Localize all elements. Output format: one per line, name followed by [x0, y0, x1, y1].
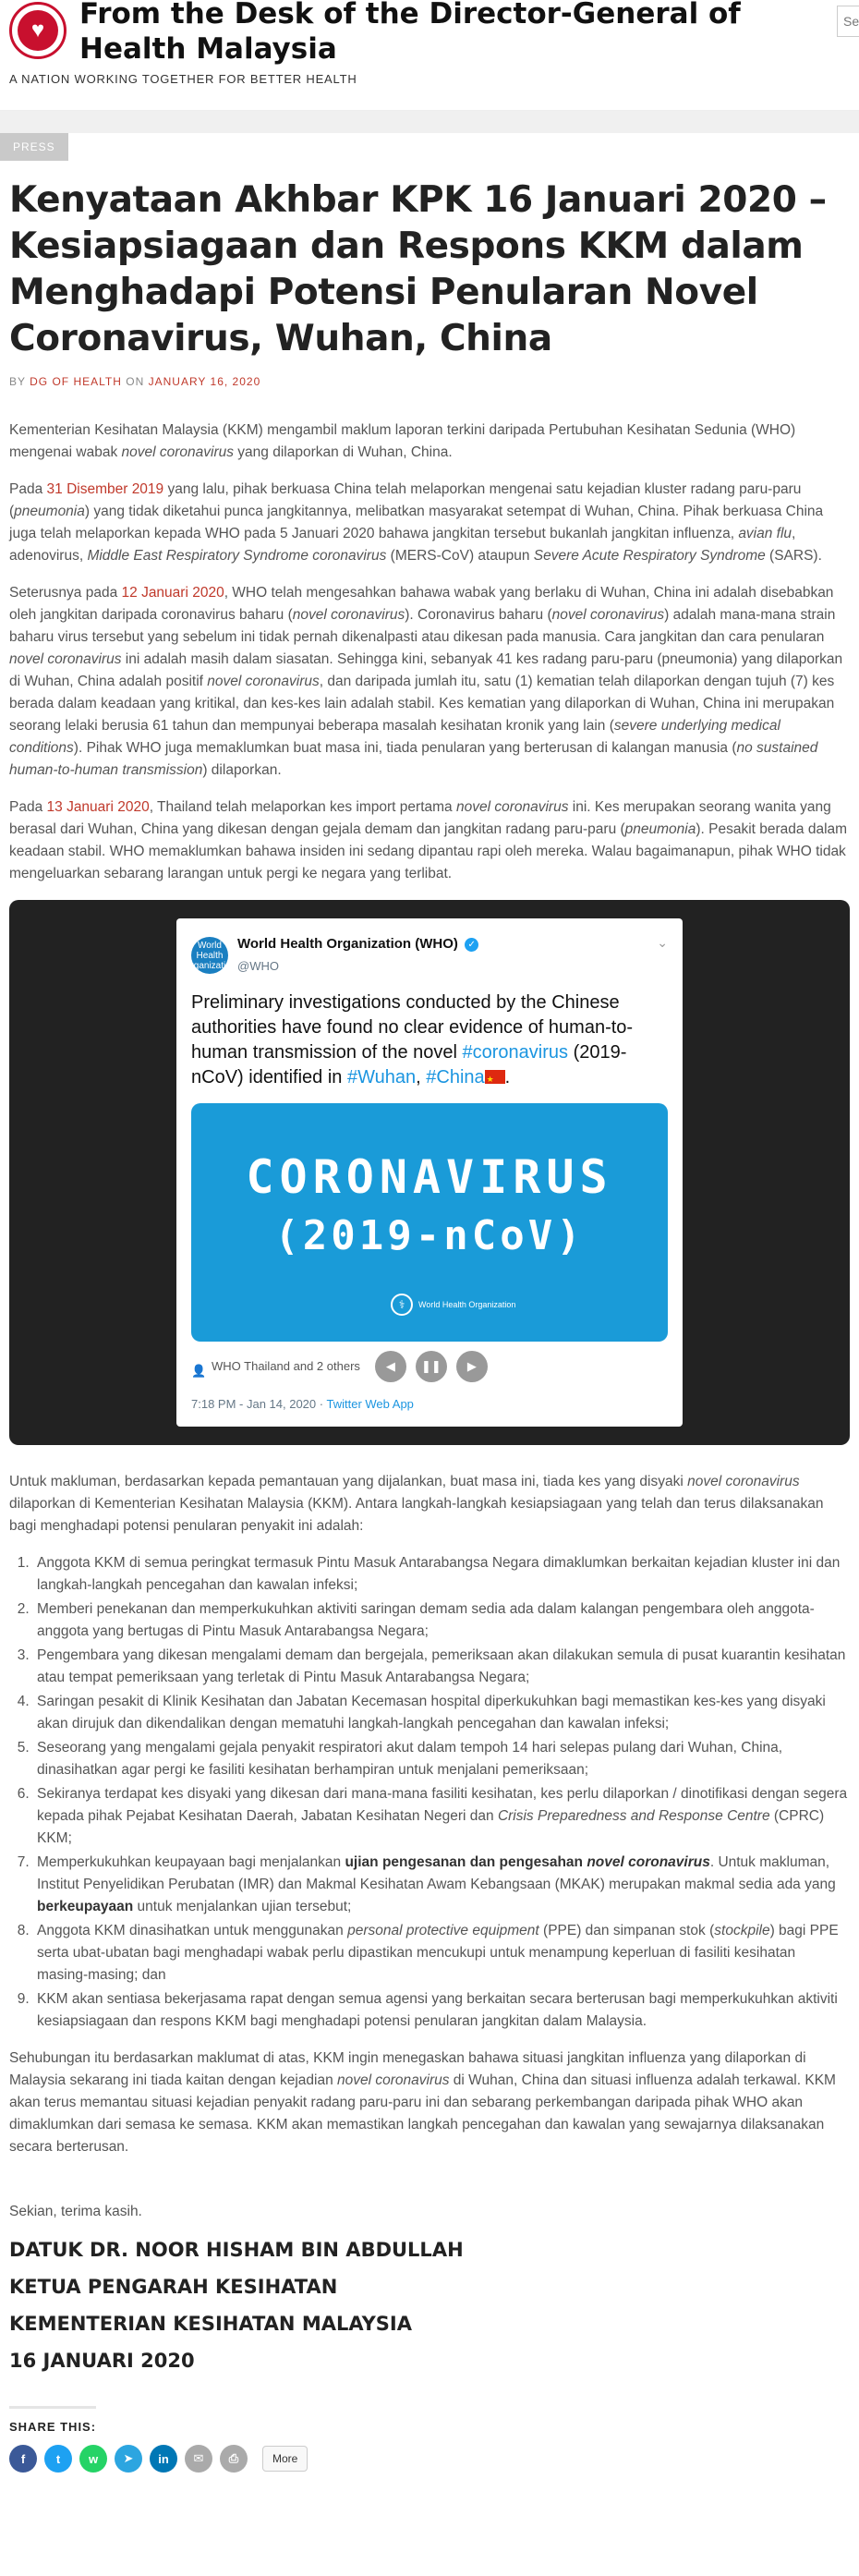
tweet-text-part: (2019-nCoV) identified in: [191, 1042, 627, 1088]
author-link[interactable]: DG OF HEALTH: [30, 375, 122, 388]
byline: [9, 375, 850, 388]
more-share-label: More: [272, 2452, 298, 2465]
share-buttons: [9, 2445, 850, 2473]
tweet-header: [183, 933, 668, 978]
linkedin-icon[interactable]: in: [150, 2445, 177, 2473]
content-gap: [0, 111, 859, 133]
site-title[interactable]: From the Desk of the Director-General of Health Malaysia: [79, 0, 741, 66]
media-logo-text: World Health Organization: [418, 1300, 516, 1309]
article: [0, 133, 859, 2473]
hashtag-wuhan[interactable]: #Wuhan: [346, 1067, 417, 1088]
list-item: 1. Anggota KKM di semua peringkat termasuk Pintu Masuk Antarabangsa Negara dimaklumkan berkaitan kejadian kluster ini dan langkah-langkah pencegahan dan kawalan infeksi;: [33, 1552, 850, 1597]
signature-block: [9, 2238, 850, 2373]
chevron-down-icon[interactable]: ⌄: [657, 935, 668, 950]
article-title: Kenyataan Akhbar KPK 16 Januari 2020 – Kesiapsiagaan dan Respons KKM dalam Menghadapi Potensi Penularan Novel Coronavirus, Wuhan, China: [9, 179, 827, 359]
search-input[interactable]: Se: [837, 6, 859, 37]
tweet-media-image[interactable]: [191, 1103, 668, 1342]
tweet-author: [237, 933, 478, 978]
byline-by: BY: [9, 375, 26, 388]
tweet-people[interactable]: [191, 1355, 360, 1378]
media-controls: [375, 1351, 497, 1382]
signature-ministry: KEMENTERIAN KESIHATAN MALAYSIA: [9, 2313, 412, 2335]
list-item: 3. Pengembara yang dikesan mengalami demam dan bergejala, pemeriksaan akan dilakukan semula di pusat kuarantin kesihatan atau tempat pemeriksaan yang terletak di Pintu Masuk Antarabangsa Negara;: [33, 1645, 850, 1689]
closing-text: Sekian, terima kasih.: [9, 2204, 142, 2219]
media-title: CORONAVIRUS: [246, 1150, 613, 1204]
paragraph: Kementerian Kesihatan Malaysia (KKM) mengambil maklum laporan terkini daripada Pertubuhan Kesihatan Sedunia (WHO) mengenai wabak novel coronavirus yang dilaporkan di Wuhan, China.: [9, 422, 796, 460]
twitter-icon[interactable]: t: [44, 2445, 72, 2473]
tweet-separator: ·: [316, 1397, 327, 1411]
whatsapp-icon[interactable]: w: [79, 2445, 107, 2473]
more-share-button[interactable]: [262, 2446, 308, 2472]
person-icon: 👤: [191, 1364, 207, 1378]
list-item: 8. Anggota KKM dinasihatkan untuk menggunakan personal protective equipment (PPE) dan simpanan stok (stockpile) bagi PPE serta ubat-ubatan bagi menghadapi wabak perlu dipastikan mencukupi untuk menampung keperluan di fasiliti kesihatan masing-masing; dan: [33, 1920, 850, 1987]
paragraph: Pada 13 Januari 2020, Thailand telah melaporkan kes import pertama novel coronavirus ini. Kes merupakan seorang wanita yang berasal dari Wuhan, China yang dikesan dengan gejala demam dan jangkitan radang paru-paru (pneumonia). Pesakit berada dalam keadaan stabil. WHO memaklumkan bahawa insiden ini sedang dipantau rapi oleh mereka. Walau bagaimanapun, pihak WHO tidak mengeluarkan sebarang larangan untuk pergi ke negara yang terlibat.: [9, 799, 848, 881]
print-icon[interactable]: ⎙: [220, 2445, 248, 2473]
who-emblem-icon: ⚕: [391, 1294, 413, 1316]
tweet-source-link[interactable]: Twitter Web App: [326, 1397, 414, 1411]
next-button[interactable]: ▶: [456, 1351, 488, 1382]
tweet-text-part: Preliminary investigations conducted by the Chinese authorities have found no clear evidence of human-to-human transmission of the novel: [191, 992, 634, 1063]
site-tagline: A NATION WORKING TOGETHER FOR BETTER HEALTH: [9, 72, 357, 86]
tweet-text-part: .: [504, 1067, 511, 1088]
list-item: 5. Seseorang yang mengalami gejala penyakit respiratori akut dalam tempoh 14 hari selepas pulang dari Wuhan, China, dinasihatkan agar pergi ke fasiliti kesihatan berhampiran untuk menjalani pemeriksaan;: [33, 1737, 850, 1781]
list-item: 9. KKM akan sentiasa bekerjasama rapat dengan semua agensi yang berkaitan secara berterusan bagi memperkukuhkan aktiviti kesiapsiagaan dan respons KKM bagi menghadapi potensi penularan jangkitan dalam Malaysia.: [33, 1988, 850, 2033]
tweet-text: [191, 990, 668, 1090]
article-body: [9, 419, 850, 2223]
tweet-footer: [191, 1351, 668, 1382]
tweet-author-name[interactable]: World Health Organization (WHO): [237, 936, 458, 952]
paragraph: Pada 31 Disember 2019 yang lalu, pihak berkuasa China telah melaporkan mengenai satu kejadian kluster radang paru-paru (pneumonia) yang tidak diketahui punca jangkitannya, melibatkan masyarakat setempat di Wuhan, China. Pihak berkuasa China juga telah melaporkan kepada WHO pada 5 Januari 2020 bahawa jangkitan tersebut bukanlah jangkitan influenza, avian flu, adenovirus, Middle East Respiratory Syndrome coronavirus (MERS-CoV) ataupun Severe Acute Respiratory Syndrome (SARS).: [9, 481, 824, 564]
site-logo[interactable]: [9, 2, 67, 59]
hashtag-coronavirus[interactable]: #coronavirus: [462, 1042, 569, 1063]
date-link[interactable]: JANUARY 16, 2020: [148, 375, 261, 388]
heart-icon: ♥: [18, 10, 58, 51]
paragraph: Seterusnya pada 12 Januari 2020, WHO telah mengesahkan bahawa wabak yang berlaku di Wuhan, China ini adalah disebabkan oleh jangkitan daripada coronavirus baharu (novel coronavirus). Coronavirus baharu (novel coronavirus) adalah mana-mana strain baharu virus tersebut yang sebelum ini tidak pernah dikenalpasti atau dikesan pada manusia. Cara jangkitan dan cara penularan novel coronavirus ini adalah masih dalam siasatan. Sehingga kini, sebanyak 41 kes radang paru-paru (pneumonia) yang dilaporkan di Wuhan, China adalah positif novel coronavirus, dan daripada jumlah itu, satu (1) kematian telah dilaporkan dengan tujuh (7) kes berada dalam keadaan yang kritikal, dan kes-kes lain adalah stabil. Kes kematian yang dilaporkan di Wuhan, China ini merupakan seorang lelaki berusia 61 tahun dan mempunyai beberapa masalah kesihatan kronik yang lain (severe underlying medical conditions). Pihak WHO juga memaklumkan buat masa ini, tiada penularan yang berterusan di kalangan manusia (no sustained human-to-human transmission) dilaporkan.: [9, 585, 843, 778]
share-title: SHARE THIS:: [9, 2406, 96, 2434]
tweet-handle[interactable]: @WHO: [237, 959, 279, 973]
previous-button[interactable]: ◀: [375, 1351, 406, 1382]
hashtag-china[interactable]: #China: [426, 1067, 485, 1088]
paragraph: Untuk makluman, berdasarkan kepada pemantauan yang dijalankan, buat masa ini, tiada kes yang disyaki novel coronavirus dilaporkan di Kementerian Kesihatan Malaysia (KKM). Antara langkah-langkah kesiapsiagaan yang telah dan terus dilaksanakan bagi menghadapi potensi penularan penyakit ini adalah:: [9, 1474, 824, 1534]
signature-date: 16 JANUARI 2020: [9, 2350, 195, 2372]
verified-icon: ✓: [465, 938, 478, 952]
tweet-time[interactable]: 7:18 PM - Jan 14, 2020: [191, 1397, 317, 1411]
tweet-embed-frame: [9, 900, 850, 1445]
paragraph: Sehubungan itu berdasarkan maklumat di atas, KKM ingin menegaskan bahawa situasi jangkitan influenza yang dilaporkan di Malaysia sekarang ini tiada kaitan dengan kejadian novel coronavirus di Wuhan, China dan situasi influenza adalah terkawal. KKM akan terus memantau situasi kejadian penyakit radang paru-paru ini dan sebarang perkembangan daripada pihak WHO akan dimaklumkan dari semasa ke semasa. KKM akan memastikan langkah pencegahan dan kawalan yang sewajarnya dilaksanakan secara berterusan.: [9, 2050, 836, 2155]
signature-name: DATUK DR. NOOR HISHAM BIN ABDULLAH: [9, 2239, 464, 2261]
china-flag-icon: [485, 1070, 505, 1084]
preparedness-list: [33, 1552, 850, 2033]
email-icon[interactable]: ✉: [185, 2445, 212, 2473]
media-who-logo: [391, 1294, 515, 1316]
tweet-card[interactable]: [176, 918, 683, 1427]
tweet-text-part: ,: [416, 1067, 427, 1088]
signature-title: KETUA PENGARAH KESIHATAN: [9, 2276, 338, 2298]
category-badge[interactable]: PRESS: [0, 133, 68, 161]
list-item: 2. Memberi penekanan dan memperkukuhkan aktiviti saringan demam sedia ada dalam kalangan pengembara oleh anggota-anggota yang bertugas di Pintu Masuk Antarabangsa Negara;: [33, 1598, 850, 1643]
list-item: 6. Sekiranya terdapat kes disyaki yang dikesan dari mana-mana fasiliti kesihatan, kes perlu dilaporkan / dinotifikasi dengan segera kepada pihak Pejabat Kesihatan Daerah, Jabatan Kesihatan Negeri dan Crisis Preparedness and Response Centre (CPRC) KKM;: [33, 1783, 850, 1850]
facebook-icon[interactable]: f: [9, 2445, 37, 2473]
media-subtitle: (2019-nCoV): [274, 1212, 585, 1259]
telegram-icon[interactable]: ➤: [115, 2445, 142, 2473]
tweet-timestamp: [191, 1393, 668, 1416]
who-avatar[interactable]: World Health Organization: [191, 937, 228, 974]
list-item: 4. Saringan pesakit di Klinik Kesihatan dan Jabatan Kecemasan hospital diperkukuhkan bagi memastikan kes-kes yang disyaki akan dirujuk dan dikendalikan dengan mematuhi langkah-langkah pencegahan dan kawalan infeksi;: [33, 1691, 850, 1735]
site-header: [0, 0, 859, 111]
byline-on: ON: [126, 375, 145, 388]
tweet-people-text: WHO Thailand and 2 others: [212, 1359, 360, 1373]
list-item: 7. Memperkukuhkan keupayaan bagi menjalankan ujian pengesanan dan pengesahan novel coronavirus. Untuk makluman, Institut Penyelidikan Perubatan (IMR) dan Makmal Kesihatan Awam Kebangsaan (MKAK) merupakan makmal sedia ada yang berkeupayaan untuk menjalankan ujian tersebut;: [33, 1852, 850, 1918]
pause-button[interactable]: ❚❚: [416, 1351, 447, 1382]
share-section: [9, 2406, 850, 2473]
